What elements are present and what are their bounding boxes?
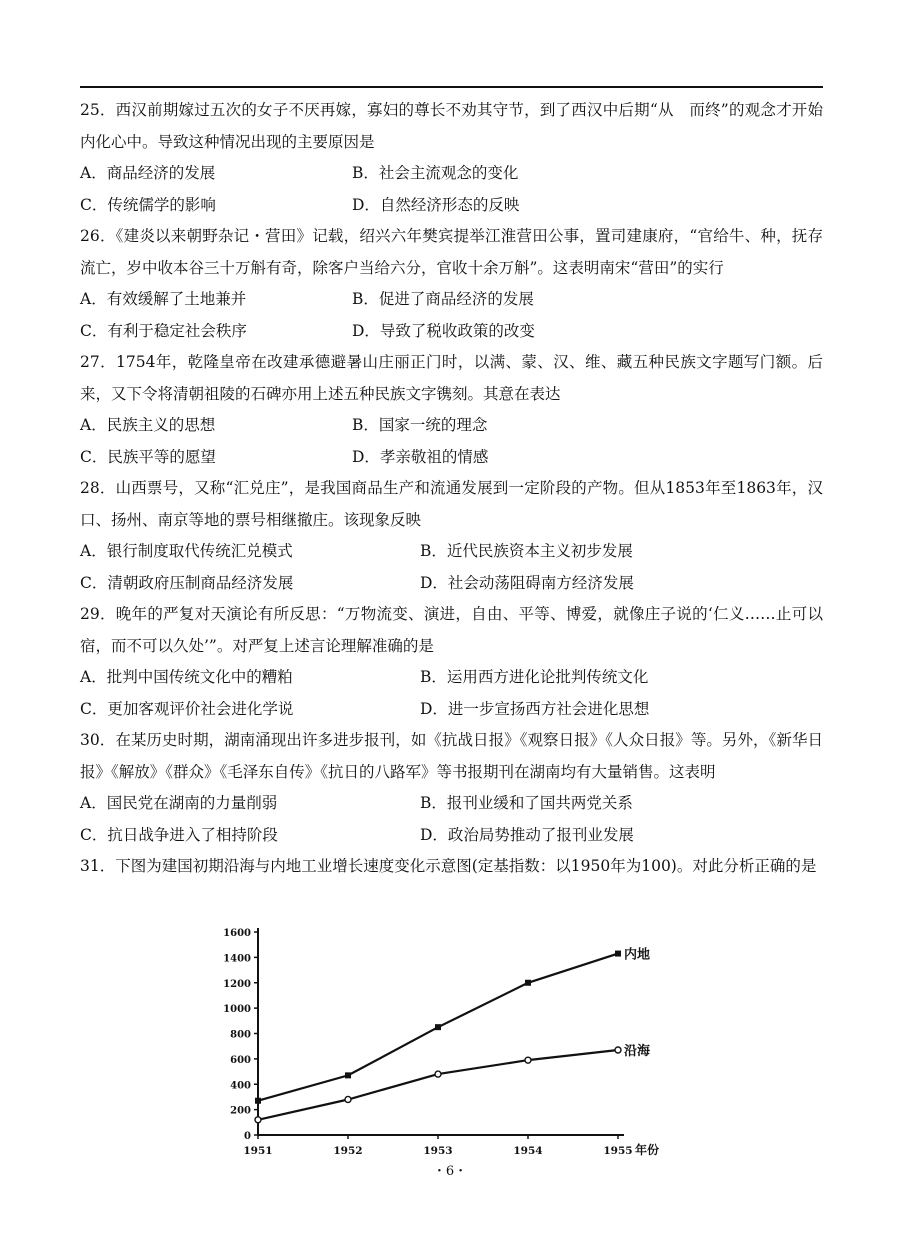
question-25 [80, 95, 823, 221]
options-row [80, 662, 823, 694]
option-b: B．国家一统的理念 [352, 416, 488, 434]
options-row [80, 284, 823, 316]
option-d: D．自然经济形态的反映 [352, 195, 520, 214]
options-row [80, 536, 823, 568]
y-tick-label: 200 [230, 1105, 251, 1117]
option-b: B．近代民族资本主义初步发展 [420, 542, 633, 560]
y-tick-label: 800 [230, 1029, 251, 1041]
option-b: B．报刊业缓和了国共两党关系 [420, 794, 633, 812]
option-d: D．政治局势推动了报刊业发展 [420, 825, 634, 844]
option-c: C．有利于稳定社会秩序 [80, 321, 247, 340]
y-tick-label: 0 [244, 1131, 251, 1142]
industry-growth-chart [200, 920, 690, 1165]
question-stem: 25．西汉前期嫁过五次的女子不厌再嫁，寡妇的尊长不劝其守节，到了西汉中后期“从 而终”的观念才开始内化心中。导致这种情况出现的主要原因是 [80, 101, 823, 151]
question-stem: 29．晚年的严复对天演论有所反思：“万物流变、演进，自由、平等、博爱，就像庄子说的‘仁义……止可以 宿，而不可以久处’”。对严复上述言论理解准确的是 [80, 605, 839, 655]
option-c: C．更加客观评价社会进化学说 [80, 699, 294, 718]
x-tick-label: 1953 [423, 1145, 453, 1157]
y-tick-label: 1600 [223, 928, 251, 939]
options-row [80, 694, 823, 726]
options-row [80, 568, 823, 600]
option-c: C．民族平等的愿望 [80, 447, 216, 466]
data-point [345, 1096, 351, 1102]
question-30 [80, 725, 823, 851]
option-b: B．社会主流观念的变化 [352, 164, 519, 182]
option-c: C．清朝政府压制商品经济发展 [80, 573, 294, 592]
data-point [615, 1047, 621, 1053]
question-29 [80, 599, 839, 725]
data-point [435, 1071, 441, 1077]
data-point [525, 980, 531, 986]
y-tick-label: 400 [230, 1080, 251, 1092]
options-row [80, 820, 823, 852]
option-d: D．孝亲敬祖的情感 [352, 447, 489, 466]
option-a: A．民族主义的思想 [80, 416, 216, 434]
option-a: A．有效缓解了土地兼并 [80, 290, 247, 308]
x-tick-label: 1951 [243, 1145, 273, 1157]
option-b: B．运用西方进化论批判传统文化 [420, 668, 649, 686]
question-list [80, 95, 839, 883]
data-point [255, 1117, 261, 1123]
x-tick-label: 1955 [603, 1145, 633, 1157]
option-d: D．进一步宣扬西方社会进化思想 [420, 699, 650, 718]
y-tick-label: 1400 [223, 953, 251, 965]
question-31 [80, 851, 823, 883]
option-d: D．导致了税收政策的改变 [352, 321, 535, 340]
data-point [435, 1024, 441, 1030]
y-tick-label: 1000 [223, 1004, 251, 1016]
options-row [80, 410, 823, 442]
question-stem: 28．山西票号，又称“汇兑庄”，是我国商品生产和流通发展到一定阶段的产物。但从1853年至1863年，汉口、扬州、南京等地的票号相继撤庄。该现象反映 [80, 479, 823, 529]
series-label: 内地 [624, 947, 651, 963]
option-a: A．商品经济的发展 [80, 164, 216, 182]
question-stem: 30．在某历史时期，湖南涌现出许多进步报刊，如《抗战日报》《观察日报》《人众日报》等。另外，《新华日报》《解放》《群众》《毛泽东自传》《抗日的八路军》等书报期刊在湖南均有大量销售。这表明 [80, 731, 823, 781]
option-a: A．批判中国传统文化中的糟粕 [80, 668, 293, 686]
option-a: A．银行制度取代传统汇兑模式 [80, 542, 293, 560]
y-tick-label: 1200 [223, 978, 251, 990]
top-rule [80, 86, 823, 88]
series-label: 沿海 [624, 1043, 651, 1059]
option-a: A．国民党在湖南的力量削弱 [80, 794, 278, 812]
option-c: C．抗日战争进入了相持阶段 [80, 825, 278, 844]
question-stem: 27．1754年，乾隆皇帝在改建承德避暑山庄丽正门时，以满、蒙、汉、维、藏五种民族文字题写门额。后来，又下令将清朝祖陵的石碑亦用上述五种民族文字镌刻。其意在表达 [80, 353, 823, 403]
x-axis-label: 年份 [635, 1143, 660, 1157]
data-point [615, 951, 621, 957]
question-stem: 31．下图为建国初期沿海与内地工业增长速度变化示意图(定基指数：以1950年为100)。对此分析正确的是 [80, 857, 817, 875]
question-26 [80, 221, 823, 347]
options-row [80, 316, 823, 348]
options-row [80, 788, 823, 820]
question-27 [80, 347, 823, 473]
data-point [255, 1098, 261, 1104]
option-c: C．传统儒学的影响 [80, 195, 216, 214]
option-d: D．社会动荡阻碍南方经济发展 [420, 573, 634, 592]
page-number: ・6・ [432, 1164, 468, 1179]
y-tick-label: 600 [230, 1054, 251, 1066]
options-row [80, 442, 823, 474]
data-point [525, 1057, 531, 1063]
x-tick-label: 1952 [333, 1145, 363, 1157]
option-b: B．促进了商品经济的发展 [352, 290, 534, 308]
options-row [80, 158, 823, 190]
x-tick-label: 1954 [513, 1145, 543, 1157]
question-stem: 26．《建炎以来朝野杂记・营田》记载，绍兴六年樊宾提举江淮营田公事，置司建康府，“官给牛、种，抚存流亡，岁中收本谷三十万斛有奇，除客户当给六分，官收十余万斛”。这表明南宋“营田”的实行 [80, 227, 823, 277]
question-28 [80, 473, 823, 599]
data-point [345, 1072, 351, 1078]
options-row [80, 190, 823, 222]
